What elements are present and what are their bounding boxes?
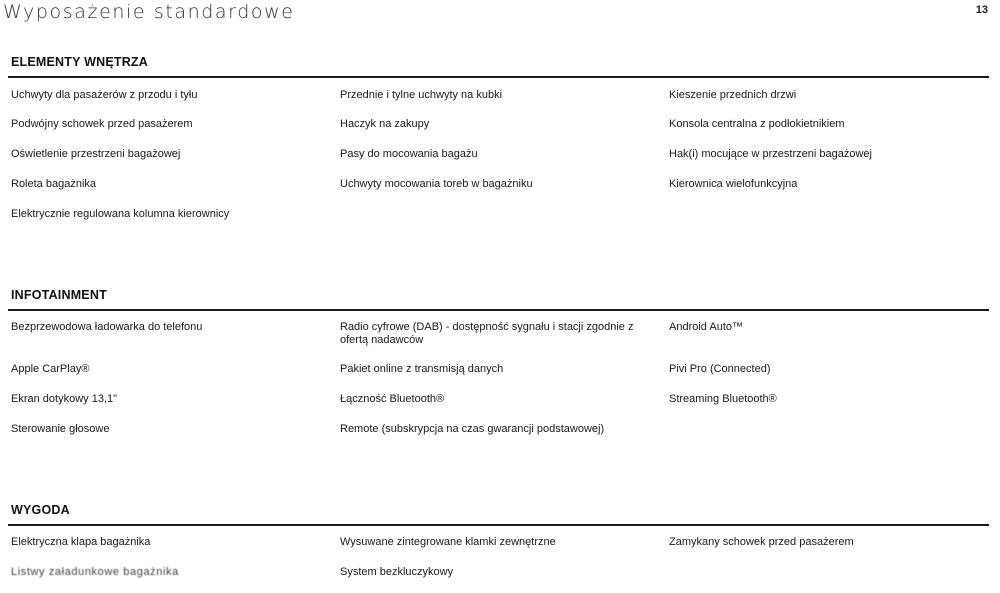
list-item: Przednie i tylne uchwyty na kubki: [340, 89, 503, 101]
section-heading-comfort: WYGODA: [11, 503, 70, 517]
page-title: Wyposażenie standardowe: [3, 1, 295, 23]
list-item: Ekran dotykowy 13,1": [11, 393, 118, 405]
list-item: System bezkluczykowy: [340, 566, 454, 578]
list-item: Remote (subskrypcja na czas gwarancji podstawowej): [340, 423, 605, 435]
section-heading-infotainment: INFOTAINMENT: [11, 288, 107, 302]
section-rule: [8, 309, 989, 311]
list-item: Listwy załadunkowe bagażnika: [11, 566, 179, 578]
list-item: Zamykany schowek przed pasażerem: [669, 536, 854, 548]
list-item: Kieszenie przednich drzwi: [669, 89, 797, 101]
list-item: Uchwyty mocowania toreb w bagażniku: [340, 178, 533, 190]
list-item: Wysuwane zintegrowane klamki zewnętrzne: [340, 536, 556, 548]
section-rule: [8, 524, 989, 526]
list-item: Hak(i) mocujące w przestrzeni bagażowej: [669, 148, 872, 160]
list-item: Uchwyty dla pasażerów z przodu i tyłu: [11, 89, 198, 101]
list-item: Haczyk na zakupy: [340, 118, 430, 130]
section-rule: [8, 76, 989, 78]
list-item: Apple CarPlay®: [11, 363, 90, 375]
list-item: Pakiet online z transmisją danych: [340, 363, 504, 375]
list-item: Sterowanie głosowe: [11, 423, 110, 435]
list-item: Podwójny schowek przed pasażerem: [11, 118, 193, 130]
list-item: Android Auto™: [669, 321, 743, 333]
list-item: Pasy do mocowania bagażu: [340, 148, 478, 160]
list-item: Łączność Bluetooth®: [340, 393, 445, 405]
section-heading-interior: ELEMENTY WNĘTRZA: [11, 55, 148, 69]
list-item: Streaming Bluetooth®: [669, 393, 777, 405]
list-item: Radio cyfrowe (DAB) - dostępność sygnału i stacji zgodnie z ofertą nadawców: [340, 321, 634, 346]
page-number: 13: [975, 4, 988, 16]
list-item: Roleta bagażnika: [11, 178, 97, 190]
list-item: Pivi Pro (Connected): [669, 363, 771, 375]
list-item: Elektryczna klapa bagażnika: [11, 536, 151, 548]
list-item: Konsola centralna z podłokietnikiem: [669, 118, 845, 130]
list-item: Bezprzewodowa ładowarka do telefonu: [11, 321, 203, 333]
list-item: Kierownica wielofunkcyjna: [669, 178, 798, 190]
list-item: Elektrycznie regulowana kolumna kierownicy: [11, 208, 230, 220]
list-item: Oświetlenie przestrzeni bagażowej: [11, 148, 181, 160]
